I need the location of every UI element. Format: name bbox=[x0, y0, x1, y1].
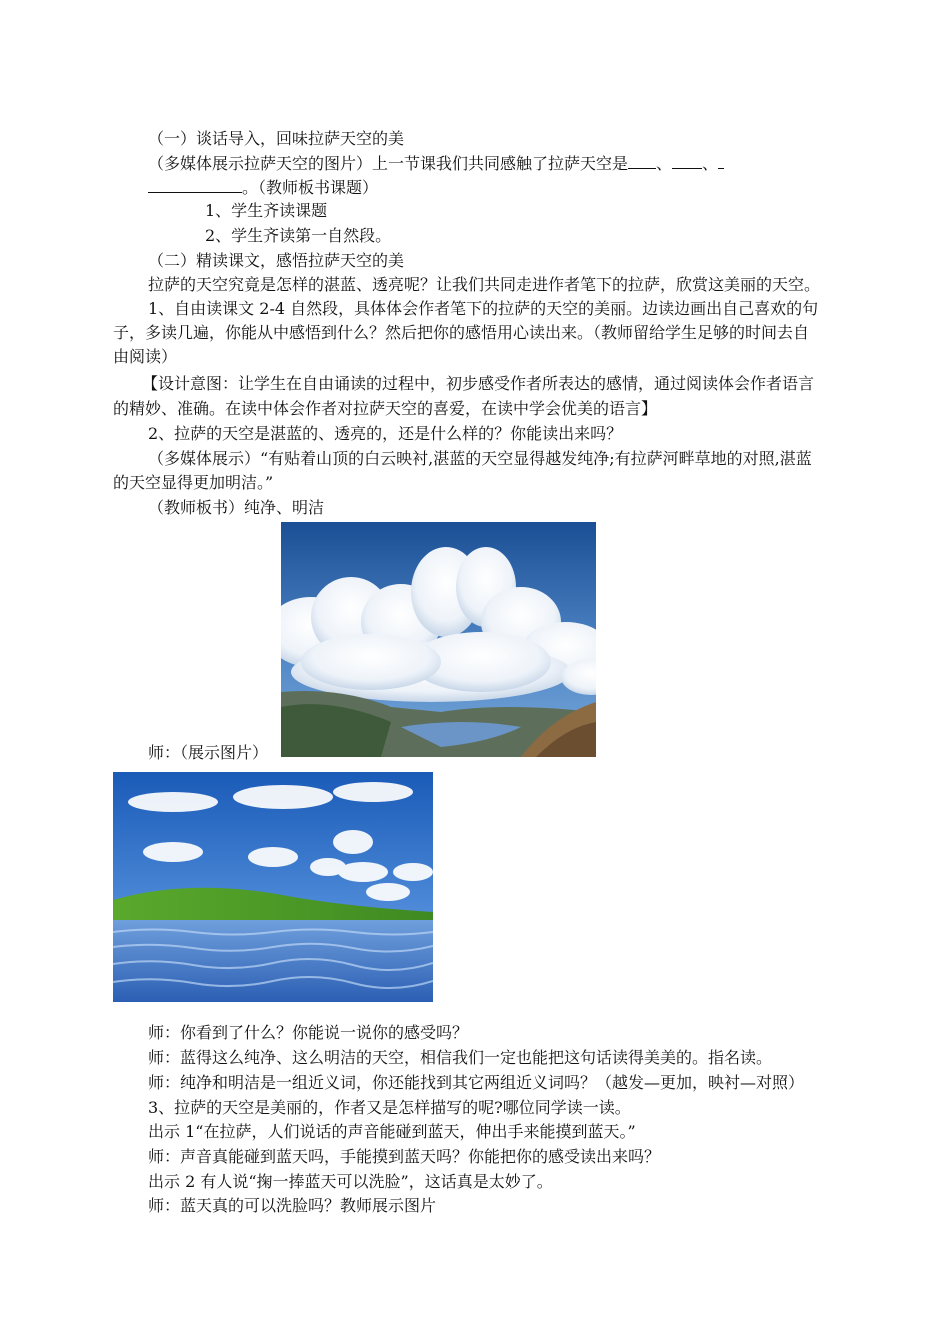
paragraph-line: （多媒体展示）“有贴着山顶的白云映衬,湛蓝的天空显得越发纯净;有拉萨河畔草地的对照,湛蓝 bbox=[148, 449, 812, 468]
separator: 、 bbox=[656, 154, 673, 173]
paragraph-line: 由阅读） bbox=[113, 347, 178, 366]
teacher-question: 师：蓝得这么纯净、这么明洁的天空，相信我们一定也能把这句话读得美美的。指名读。 bbox=[148, 1048, 773, 1067]
list-item-1: 1、学生齐读课题 bbox=[205, 201, 328, 220]
teacher-question: 师：蓝天真的可以洗脸吗？教师展示图片 bbox=[148, 1196, 437, 1215]
design-intent-text: 【设计意图：让学生在自由诵读的过程中，初步感受作者所表达的感情，通过阅读体会作者语言 bbox=[142, 374, 815, 393]
quote-line: 出示 1“在拉萨，人们说话的声音能碰到蓝天，伸出手来能摸到蓝天。” bbox=[148, 1122, 636, 1141]
image-caption: 师：（展示图片） bbox=[148, 743, 269, 762]
section-1-title: （一）谈话导入，回味拉萨天空的美 bbox=[148, 129, 405, 148]
paragraph-line: 1、自由读课文 2-4 自然段，具体体会作者笔下的拉萨的天空的美丽。边读边画出自己喜欢的句 bbox=[148, 299, 819, 318]
section-1-text-b: 。（教师板书课题） bbox=[242, 178, 379, 197]
section-2-title: （二）精读课文，感悟拉萨天空的美 bbox=[148, 251, 405, 270]
section-1-text-a: （多媒体展示拉萨天空的图片）上一节课我们共同感触了拉萨天空是 bbox=[148, 154, 629, 173]
section-1-text bbox=[148, 152, 724, 175]
teacher-question: 师：你看到了什么？你能说一说你的感受吗？ bbox=[148, 1023, 469, 1042]
photo-2-image bbox=[113, 772, 433, 1002]
separator: 、 bbox=[702, 154, 719, 173]
paragraph-intro: 拉萨的天空究竟是怎样的湛蓝、透亮呢？让我们共同走进作者笔下的拉萨，欣赏这美丽的天空。 bbox=[148, 275, 821, 294]
list-item-2: 2、学生齐读第一自然段。 bbox=[205, 226, 392, 245]
section-1-text-cont bbox=[148, 176, 378, 199]
fill-blank bbox=[718, 152, 724, 169]
fill-blank bbox=[148, 176, 242, 193]
design-intent-line: 的精妙、准确。在读中体会作者对拉萨天空的喜爱，在读中学会优美的语言】 bbox=[113, 399, 658, 418]
sky-hill-water-photo bbox=[113, 772, 433, 1002]
fill-blank bbox=[672, 152, 702, 169]
design-intent-line bbox=[142, 373, 814, 395]
paragraph-line: 子，多读几遍，你能从中感悟到什么？然后把你的感悟用心读出来。（教师留给学生足够的时间去自 bbox=[113, 323, 810, 342]
quote-line: 出示 2 有人说“掬一捧蓝天可以洗脸”，这话真是太妙了。 bbox=[148, 1172, 553, 1191]
paragraph-line: 2、拉萨的天空是湛蓝的、透亮的，还是什么样的？你能读出来吗？ bbox=[148, 424, 623, 443]
photo-1-image bbox=[281, 522, 596, 757]
blackboard-note: （教师板书）纯净、明洁 bbox=[148, 498, 325, 517]
paragraph-line: 3、拉萨的天空是美丽的，作者又是怎样描写的呢?哪位同学读一读。 bbox=[148, 1098, 631, 1117]
teacher-question: 师：纯净和明洁是一组近义词，你还能找到其它两组近义词吗？（越发—更加，映衬—对照） bbox=[148, 1073, 805, 1092]
paragraph-line: 的天空显得更加明洁。” bbox=[113, 473, 274, 492]
teacher-question: 师：声音真能碰到蓝天吗，手能摸到蓝天吗？你能把你的感受读出来吗？ bbox=[148, 1147, 661, 1166]
fill-blank bbox=[628, 152, 656, 169]
clouds-lake-photo bbox=[281, 522, 596, 757]
